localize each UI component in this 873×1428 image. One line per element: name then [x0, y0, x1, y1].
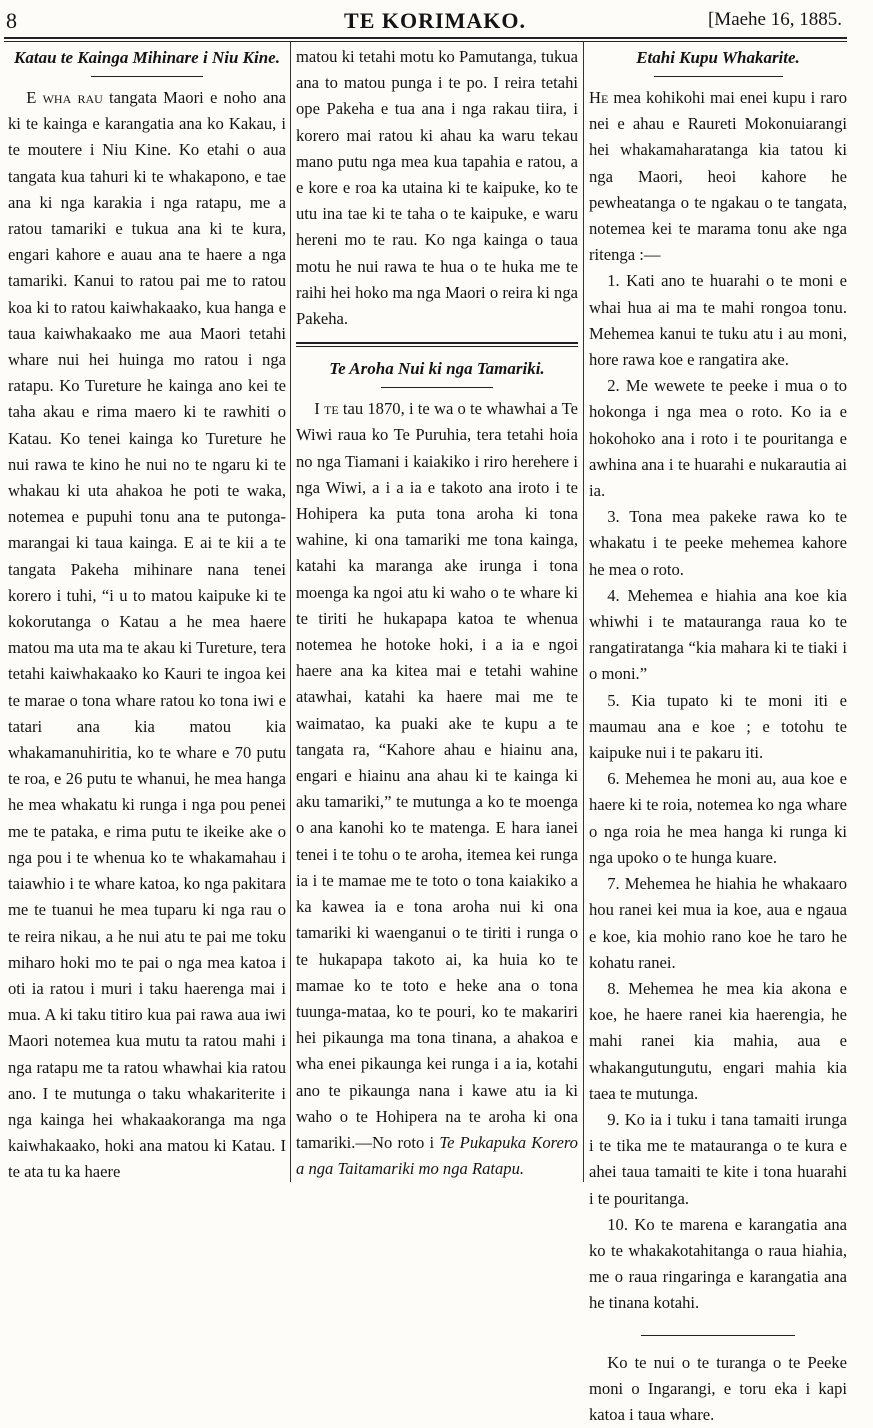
page-number: 8 [6, 8, 17, 33]
article-intro [589, 85, 847, 268]
list-item: 1. Kati ano te huarahi o te moni e whai hua ai ma te mahi rongoa tonu. Mehemea kanui te tuku atu i au moni, hore rawa koe e rangatira ake. [589, 271, 847, 370]
column-3 [589, 44, 847, 1424]
lead-words: He [589, 88, 609, 107]
heading-rule [91, 76, 202, 77]
column-divider-2 [583, 42, 584, 1182]
body-text: tangata Maori e noho ana ki te kainga e karangatia ana ko Kakau, i te moutere i Niu Kine. Ko etahi o aua tangata kua tahuri ki te whakapono, e tae ana ki nga karakia i nga ratapu, me a ratou tamariki e tukua ana ki te kura, engari kahore e auau ana te haere a nga tamariki. Kanui to ratou pai me to ratou koa ki to ratou kaiwhakaako, kua hanga e taua kaiwhakaako me aua Maori tetahi whare nui hei huinga mo ratou i nga ratapu. Ko Tureture he kainga ano kei te taha akau e rima maero ki te rawhiti o Katau. Ko tenei kainga ko Tureture he nui rawa te kino he nui no te ngaru ki te whakau ki uta ahakoa he poti te waka, notemea e pupuhi tonu ana te putonga-marangai ki taua kainga. E ai te kii a te tangata Pakeha mihinare nana tenei korero i tuhi, “i u to matou kaipuke ki te kokorutanga o Katau a he mea haere matou ma uta ma te akau ki Tureture, tera tetahi kaiwhakaako ko Kauri te ingoa kei te marae o tona whare ratou ko tona iwi e tatari ana kia matou kia whakamanuhiritia, ko te whare e 70 putu te roa, e 26 putu te whanui, he mea hanga he mea whakatu ki runga i nga pou penei me te pataka, e rima putu te ikeike ake o nga pou i te whenua ko te whakamahau i taiawhio i te whare katoa, ko nga pakitara me te tuanui he mea tuparu ki nga rau o te reira nikau, a he nui atu te pai me toku miharo hoki mo te pai o nga mea katoa i oti ia ratou i muri i taku haerenga mai i mua. A ki taku titiro kua pai rawa aua iwi Maori notemea kua mutu ta ratou mahi i nga ratapu me ta ratou whawhai kia ratou ano. I te mutunga o taku whakariterite i nga kainga hei whakaakoranga ma nga kaiwhakaako, hoki ana matou ki Katau. I te ata tu ka haere [8, 88, 286, 1182]
list-item: 2. Me wewete te peeke i mua o to hokonga i nga mea o roto. Ko ia e hokohoko ana i roto i te pouritanga e awhina ana i te huarahi e nukarautia ai ia. [589, 376, 847, 501]
list-item: 9. Ko ia i tuku i tana tamaiti irunga i te tika me te matauranga o te kura e ahei taua tamaiti te kite i tona huarahi i te pouritanga. [589, 1109, 847, 1208]
article-heading-kupu: Etahi Kupu Whakarite. [636, 48, 800, 67]
list-item: 4. Mehemea e hiahia ana koe kia whiwhi i te matauranga raua ko te rangatiratanga “kia mahara ki te tiaki i o moni.” [589, 585, 847, 684]
heading-rule [654, 76, 783, 77]
lead-words: E wha rau [26, 88, 103, 107]
heading-rule [381, 387, 494, 388]
lead-words: I te [314, 399, 339, 419]
source-citation: Te Pukapuka Korero a nga Taitamariki mo nga Ratapu. [296, 1132, 578, 1179]
newspaper-title: TE KORIMAKO. [344, 8, 526, 33]
intro-text: mea kohikohi mai enei kupu i raro nei e ahau e Raureti Mokonuiarangi hei whakamaharatanga kia tatou ki nga Maori, heoi kahore he pewheatanga o te ngakau o te tangata, notemea kei te marama tonu ake nga ritenga :— [589, 88, 847, 265]
article-heading-aroha: Te Aroha Nui ki nga Tamariki. [329, 359, 545, 379]
article-body-aroha [296, 396, 578, 1182]
article-continuation: matou ki tetahi motu ko Pamutanga, tukua ana to matou punga i te po. I reira tetahi ope Pakeha e tua ana i nga rakau tiira, i korero mai ratou ki ahau ka waru tekau mano putu nga mea kua tapahia e ratou, a e kore e roa ka utaina ki te kaipuke, ko te utu ina tae ki te taha o te kaipuke, e waru hereni mo te rau. Ko nga kainga o taua motu he nui rawa te hua o te huka me te raihi hei hoko ma nga Maori o reira ki nga Pakeha. [296, 47, 578, 329]
list-item: 5. Kia tupato ki te moni iti e maumau ana e koe ; e totohu te kaipuke nui i te pakaru iti. [589, 690, 847, 763]
closing-note: Ko te nui o te turanga o te Peeke moni o Ingarangi, e toru eka i kapi katoa i taua whare. [589, 1352, 847, 1424]
column-2 [296, 44, 578, 1184]
list-item: 7. Mehemea he hiahia he whakaaro hou ranei kei mua ia koe, aua e ngaua e koe, kia mohio rano koe he taro he kohatu ranei. [589, 874, 847, 972]
article-body-katau [8, 85, 286, 1186]
section-rule [296, 342, 578, 347]
masthead [4, 2, 866, 36]
body-text: tau 1870, i te wa o te whawhai a Te Wiwi raua ko Te Puruhia, tera tetahi hoia no nga Tiamani i kaiakiko i riro herehere i nga Wiwi, a i a ia e takoto ana iroto i te Hohipera ka puta tona aroha ki tona wahine, ki ona tamariki me tona kainga, katahi ka maranga ake irunga i tona moenga ka ngoi atu ki waho o te whare ki te tiriti he hukapapa katoa te whenua notemea he hotoke hoki, i a ia e ngoi haere ana ka kitea mai e tetahi wahine atawhai, katahi ka haere mai me te waimatao, ka puaki ake te kupu a te tangata ra, “Kahore ahau e hiainu ana, engari e hiainu ana ahau ki te kainga ki aku tamariki,” te mutunga a ko te moenga o ana kanohi ko te matenga. E hara ianei tenei i te tohu o te aroha, itemea kei runga ia i te mamae me te toto o tona kaiakiko a ka kawea ia e tona aroha nui ki ona tamariki ki waenganui o te tiriti i runga o te hukapapa takoto ai, ka huia ko te mamae ko te toto e heke ana o tona tuunga-mataa, ko te pouri, ko te makariri hei pikaunga ma tona tinana, a ahakoa e wha enei pikaunga kei runga i a ia, kotahi ano te pikaunga nana i kawe atu ia ki waho o te Hohipera na te aroha ki ona tamariki.—No roto i [296, 399, 579, 1152]
column-divider-1 [290, 42, 291, 1182]
article-heading-katau: Katau te Kainga Mihinare i Niu Kine. [14, 48, 280, 67]
list-item: 6. Mehemea he moni au, aua koe e haere ki te roia, notemea ko nga whare o nga roia he mea hanga ki runga ki nga upoko o te hunga kuare. [589, 769, 847, 867]
list-item: 3. Tona mea pakeke rawa ko te whakatu i te peeke mehemea kahore he mea o roto. [589, 507, 847, 579]
column-1 [8, 44, 286, 1184]
issue-date: [Maehe 16, 1885. [707, 9, 842, 30]
list-item: 10. Ko te marena e karangatia ana ko te whakakotahitanga o raua hiahia, me o raua ringaringa e karangatia ana he tinana kotahi. [589, 1214, 847, 1313]
header-rule [4, 37, 847, 42]
list-item: 8. Mehemea he mea kia akona e koe, he haere ranei kia haerengia, he mahi ranei kia mahia, aua e whakangutungutu, engari mahia kia taea te mutunga. [589, 978, 847, 1103]
section-rule [641, 1335, 796, 1336]
